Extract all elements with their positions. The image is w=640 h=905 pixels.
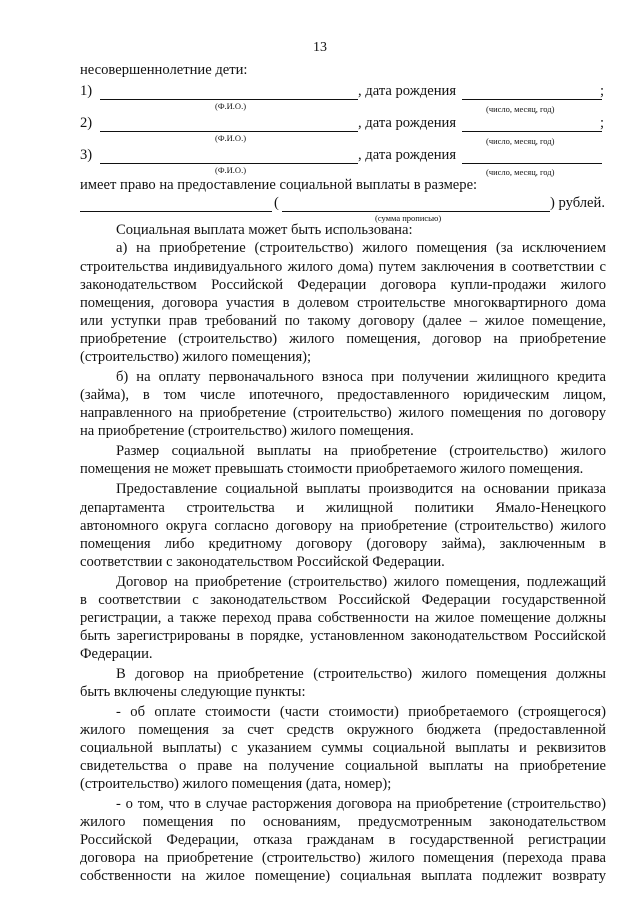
body-line: регистрации, а также переход права собственности на жилое помещение должны bbox=[80, 610, 606, 626]
body-line: строительства индивидуального жилого дома) путем заключения в соответствии с bbox=[80, 259, 606, 275]
row-2-end: ; bbox=[600, 115, 605, 131]
body-line: б) на оплату первоначального взноса при получении жилищного кредита bbox=[116, 369, 606, 385]
body-line: направленного на приобретение (строительство) жилого помещения по договору bbox=[80, 405, 606, 421]
row-3-name-caption: (Ф.И.О.) bbox=[215, 165, 247, 175]
amount-number-line[interactable] bbox=[80, 211, 272, 212]
body-line: Договор на приобретение (строительство) жилого помещения, подлежащий bbox=[116, 574, 606, 590]
body-line: а) на приобретение (строительство) жилого помещения (за исключением bbox=[116, 240, 606, 256]
body-line: законодательством Российской Федерации договора купли-продажи жилого bbox=[80, 277, 606, 293]
body-line: свидетельства о праве на получение социальной выплаты на приобретение bbox=[80, 758, 606, 774]
amount-open-paren: ( bbox=[274, 195, 279, 211]
row-2-name-line[interactable] bbox=[100, 131, 358, 132]
body-line: - о том, что в случае расторжения договора на приобретение (строительство) bbox=[116, 796, 606, 812]
body-line: Российской Федерации, отказа гражданам в государственной регистрации bbox=[80, 832, 606, 848]
body-line: Социальная выплата может быть использована: bbox=[116, 222, 413, 238]
body-line: на приобретение (строительство) жилого помещения. bbox=[80, 423, 414, 439]
body-line: соответствии с законодательством Российской Федерации. bbox=[80, 554, 445, 570]
body-line: (строительство) жилого помещения (дата, номер); bbox=[80, 776, 392, 792]
body-line: помещения не может превышать стоимости приобретаемого жилого помещения. bbox=[80, 461, 584, 477]
row-2-number: 2) bbox=[80, 115, 93, 131]
page-number: 13 bbox=[313, 40, 327, 55]
body-line: договора на приобретение (строительство) жилого помещения (перехода права bbox=[80, 850, 606, 866]
amount-words-line[interactable] bbox=[282, 211, 550, 212]
row-2-date-caption: (число, месяц, год) bbox=[486, 136, 555, 146]
body-line: (займа), в том числе ипотечного, предоставленного юридическим лицом, bbox=[80, 387, 606, 403]
body-line: - об оплате стоимости (части стоимости) приобретаемого (строящегося) bbox=[116, 704, 606, 720]
row-2-name-caption: (Ф.И.О.) bbox=[215, 133, 247, 143]
body-line: В договор на приобретение (строительство) жилого помещения должны bbox=[116, 666, 606, 682]
body-line: социальной выплаты) с указанием суммы социальной выплаты и реквизитов bbox=[80, 740, 606, 756]
children-label: несовершеннолетние дети: bbox=[80, 62, 248, 78]
body-line: Федерации. bbox=[80, 646, 153, 662]
body-line: департамента строительства и жилищной политики Ямало-Ненецкого bbox=[80, 500, 606, 516]
body-line: собственности на жилое помещение) социальная выплата подлежит возврату bbox=[80, 868, 606, 884]
row-2-separator: , дата рождения bbox=[358, 115, 457, 131]
row-3-date-line[interactable] bbox=[462, 163, 602, 164]
row-1-separator: , дата рождения bbox=[358, 83, 457, 99]
row-1-number: 1) bbox=[80, 83, 93, 99]
row-1-date-caption: (число, месяц, год) bbox=[486, 104, 555, 114]
body-line: жилого помещения за счет средств окружного бюджета (предоставленной bbox=[80, 722, 606, 738]
body-line: в соответствии с законодательством Российской Федерации государственной bbox=[80, 592, 606, 608]
body-line: быть включены следующие пункты: bbox=[80, 684, 306, 700]
body-line: быть зарегистрированы в порядке, установленном законодательством Российской bbox=[80, 628, 606, 644]
body-line: (строительство) жилого помещения); bbox=[80, 349, 312, 365]
row-3-date-caption: (число, месяц, год) bbox=[486, 167, 555, 177]
body-line: автономного округа согласно договору на приобретение (строительство) жилого bbox=[80, 518, 606, 534]
entitled-text: имеет право на предоставление социальной выплаты в размере: bbox=[80, 177, 478, 193]
row-1-name-caption: (Ф.И.О.) bbox=[215, 101, 247, 111]
body-line: Размер социальной выплаты на приобретение (строительство) жилого bbox=[116, 443, 606, 459]
body-line: помещения либо кредитному договору (договору займа), заключенным в bbox=[80, 536, 606, 552]
body-line: или уступки прав требований по такому договору (далее – жилое помещение, bbox=[80, 313, 606, 329]
row-1-end: ; bbox=[600, 83, 605, 99]
body-line: жилого помещения по основаниям, предусмотренным законодательством bbox=[80, 814, 606, 830]
body-line: помещения, договора участия в долевом строительстве многоквартирного дома bbox=[80, 295, 606, 311]
body-line: Предоставление социальной выплаты производится на основании приказа bbox=[116, 481, 606, 497]
body-line: приобретение (строительство) жилого помещения, договор на приобретение bbox=[80, 331, 606, 347]
amount-close: ) рублей. bbox=[550, 195, 605, 211]
row-3-number: 3) bbox=[80, 147, 93, 163]
row-2-date-line[interactable] bbox=[462, 131, 602, 132]
row-1-date-line[interactable] bbox=[462, 99, 602, 100]
amount-caption: (сумма прописью) bbox=[375, 213, 442, 223]
row-3-separator: , дата рождения bbox=[358, 147, 457, 163]
row-3-name-line[interactable] bbox=[100, 163, 358, 164]
row-1-name-line[interactable] bbox=[100, 99, 358, 100]
